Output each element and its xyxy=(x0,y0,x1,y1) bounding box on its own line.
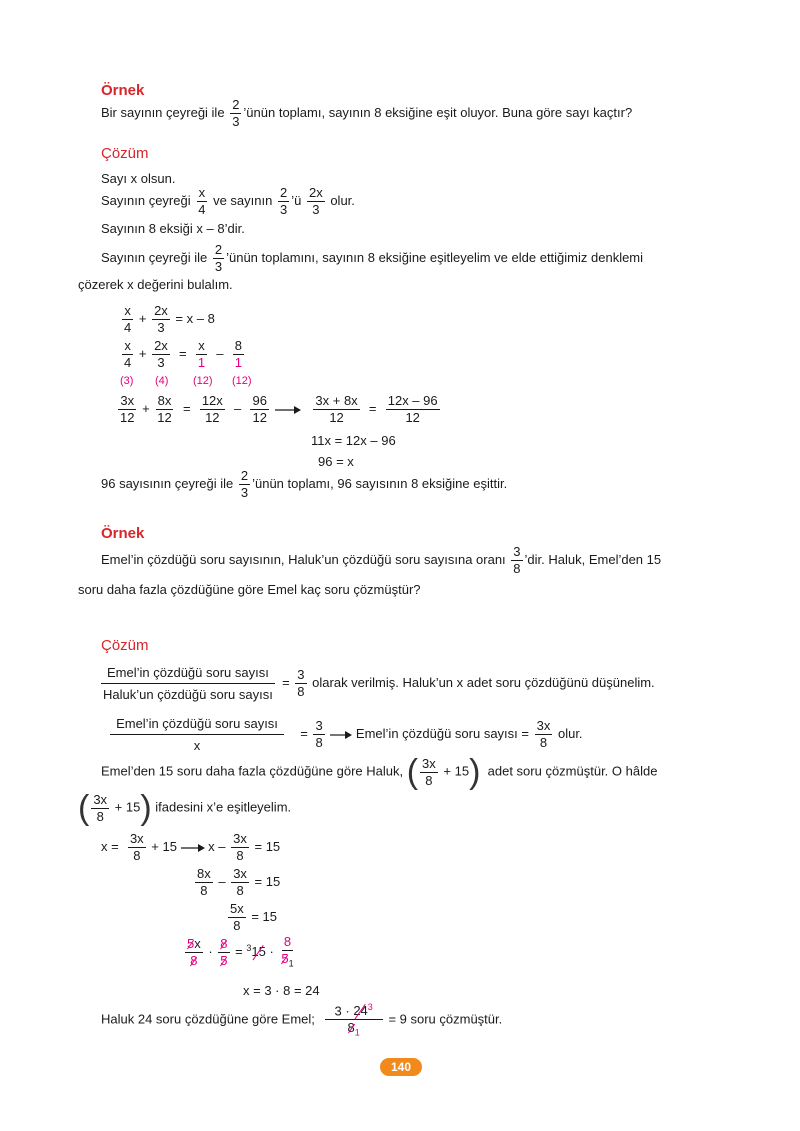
equation-3: $\frac{3x}{12}$ + $\frac{8x}{12}$ = $\frac{12x}{12}$ – $\frac{96}{12}$ $\frac{3x + 8x}{12}$ = $\frac{12x - 96}{12}$ xyxy=(120,393,438,425)
multiplier-2: (4) xyxy=(155,375,169,387)
solve-step-2: $\frac{8x}{8}$ – $\frac{3x}{8}$ = 15 xyxy=(197,866,281,898)
ratio-equation-2: Emel’in çözdüğü soru sayısı x = $\frac{3}{8}$ Emel’in çözdüğü soru sayısı = $\frac{3x}{8}$ olur. xyxy=(101,716,583,753)
solve-step-4: $\frac{5x}{8}$ · $\frac{8}{5}$ = $^3$15 · $\frac{8}{5_1}$ xyxy=(187,934,294,969)
solution1-line2: Sayının çeyreği $\frac{x}{4}$ ve sayının $\frac{2}{3}$ ’ü $\frac{2x}{3}$ olur. xyxy=(101,185,355,217)
example1-heading: Örnek xyxy=(101,82,145,99)
multiplier-3: (12) xyxy=(193,375,213,387)
equation-2: $\frac{x}{4}$ + $\frac{2x}{3}$ = $\frac{x}{1}$ – $\frac{8}{1}$ xyxy=(124,338,242,370)
solve-step-3: $\frac{5x}{8}$ = 15 xyxy=(230,901,278,933)
solution1-para-cont: çözerek x değerini bulalım. xyxy=(78,277,233,292)
equation-5: 96 = x xyxy=(318,454,354,469)
solution2-final: Haluk 24 soru çözdüğüne göre Emel; $\frac{3 \cdot 24^3}{8_1}$ = 9 soru çözmüştür. xyxy=(101,1002,503,1038)
multiplier-1: (3) xyxy=(120,375,134,387)
solution1-para: Sayının çeyreği ile $\frac{2}{3}$ ’ünün toplamını, sayının 8 eksiğine eşitleyelim ve elde ettiğimiz denklemi xyxy=(101,242,644,274)
solution2-heading: Çözüm xyxy=(101,637,149,654)
arrow-icon xyxy=(181,843,205,853)
page-number-badge: 140 xyxy=(380,1058,422,1076)
solution1-conclusion: 96 sayısının çeyreği ile $\frac{2}{3}$ ’ünün toplamı, 96 sayısının 8 eksiğine eşittir. xyxy=(101,468,508,500)
example2-heading: Örnek xyxy=(101,525,145,542)
solution1-heading: Çözüm xyxy=(101,145,149,162)
solution2-line3: Emel’den 15 soru daha fazla çözdüğüne göre Haluk, ( $\frac{3x}{8}$ + 15) adet soru çözmüştür. O hâlde xyxy=(101,753,658,791)
ratio-equation-1: Emel’in çözdüğü soru sayısı Haluk’un çözdüğü soru sayısı = $\frac{3}{8}$ olarak verilmiş. Haluk’un x adet soru çözdüğünü düşünelim. xyxy=(101,665,655,702)
equation-1: $\frac{x}{4}$ + $\frac{2x}{3}$ = x – 8 xyxy=(124,303,215,335)
example2-question-cont: soru daha fazla çözdüğüne göre Emel kaç soru çözmüştür? xyxy=(78,582,421,597)
solution1-line1: Sayı x olsun. xyxy=(101,171,176,186)
solution1-line3: Sayının 8 eksiği x – 8’dir. xyxy=(101,221,245,236)
equation-4: 11x = 12x – 96 xyxy=(311,433,396,448)
solution2-line4: ( $\frac{3x}{8}$ + 15) ifadesini x’e eşitleyelim. xyxy=(78,789,292,827)
solve-result: x = 3 · 8 = 24 xyxy=(243,983,320,998)
arrow-icon xyxy=(330,730,352,740)
example1-question: Bir sayının çeyreği ile $\frac{2}{3}$ ’ünün toplamı, sayının 8 eksiğine eşit oluyor. Buna göre sayı kaçtır? xyxy=(101,97,633,129)
multiplier-4: (12) xyxy=(232,375,252,387)
example2-question: Emel’in çözdüğü soru sayısının, Haluk’un çözdüğü soru sayısına oranı $\frac{3}{8}$ ’dir. Haluk, Emel’den 15 xyxy=(101,544,662,576)
arrow-icon xyxy=(275,405,301,415)
solve-step-1: x = $\frac{3x}{8}$ + 15 x – $\frac{3x}{8}$ = 15 xyxy=(101,831,281,863)
